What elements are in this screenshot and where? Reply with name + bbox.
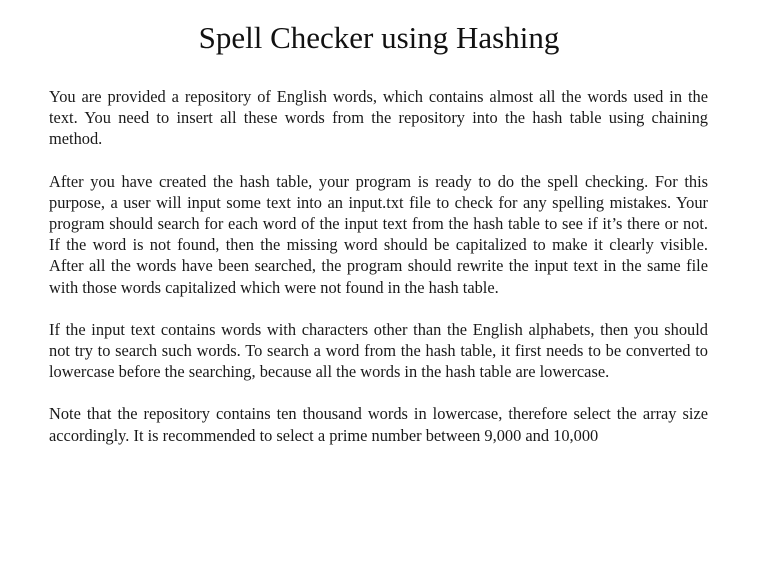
paragraph-spell-checking: After you have created the hash table, your program is ready to do the spell checking. For this purpose, a user will input some text into an input.txt file to check for any spelling mistakes. Your program should search for each word of the input text from the hash table to see if it’s there or not. If the word is not found, then the missing word should be capitalized to make it clearly visible. After all the words have been searched, the program should rewrite the input text in the same file with those words capitalized which were not found in the hash table.: [49, 171, 708, 297]
document-title: Spell Checker using Hashing: [198, 20, 560, 55]
document-body: [49, 86, 708, 467]
paragraph-repository: You are provided a repository of English words, which contains almost all the words used in the text. You need to insert all these words from the repository into the hash table using chaining method.: [49, 87, 708, 149]
paragraph-array-size-note: Note that the repository contains ten thousand words in lowercase, therefore select the array size accordingly. It is recommended to select a prime number between 9,000 and 10,000: [49, 404, 708, 445]
paragraph-input-rules: If the input text contains words with characters other than the English alphabets, then you should not try to search such words. To search a word from the hash table, it first needs to be converted to lowercase before the searching, because all the words in the hash table are lowercase.: [49, 319, 708, 382]
